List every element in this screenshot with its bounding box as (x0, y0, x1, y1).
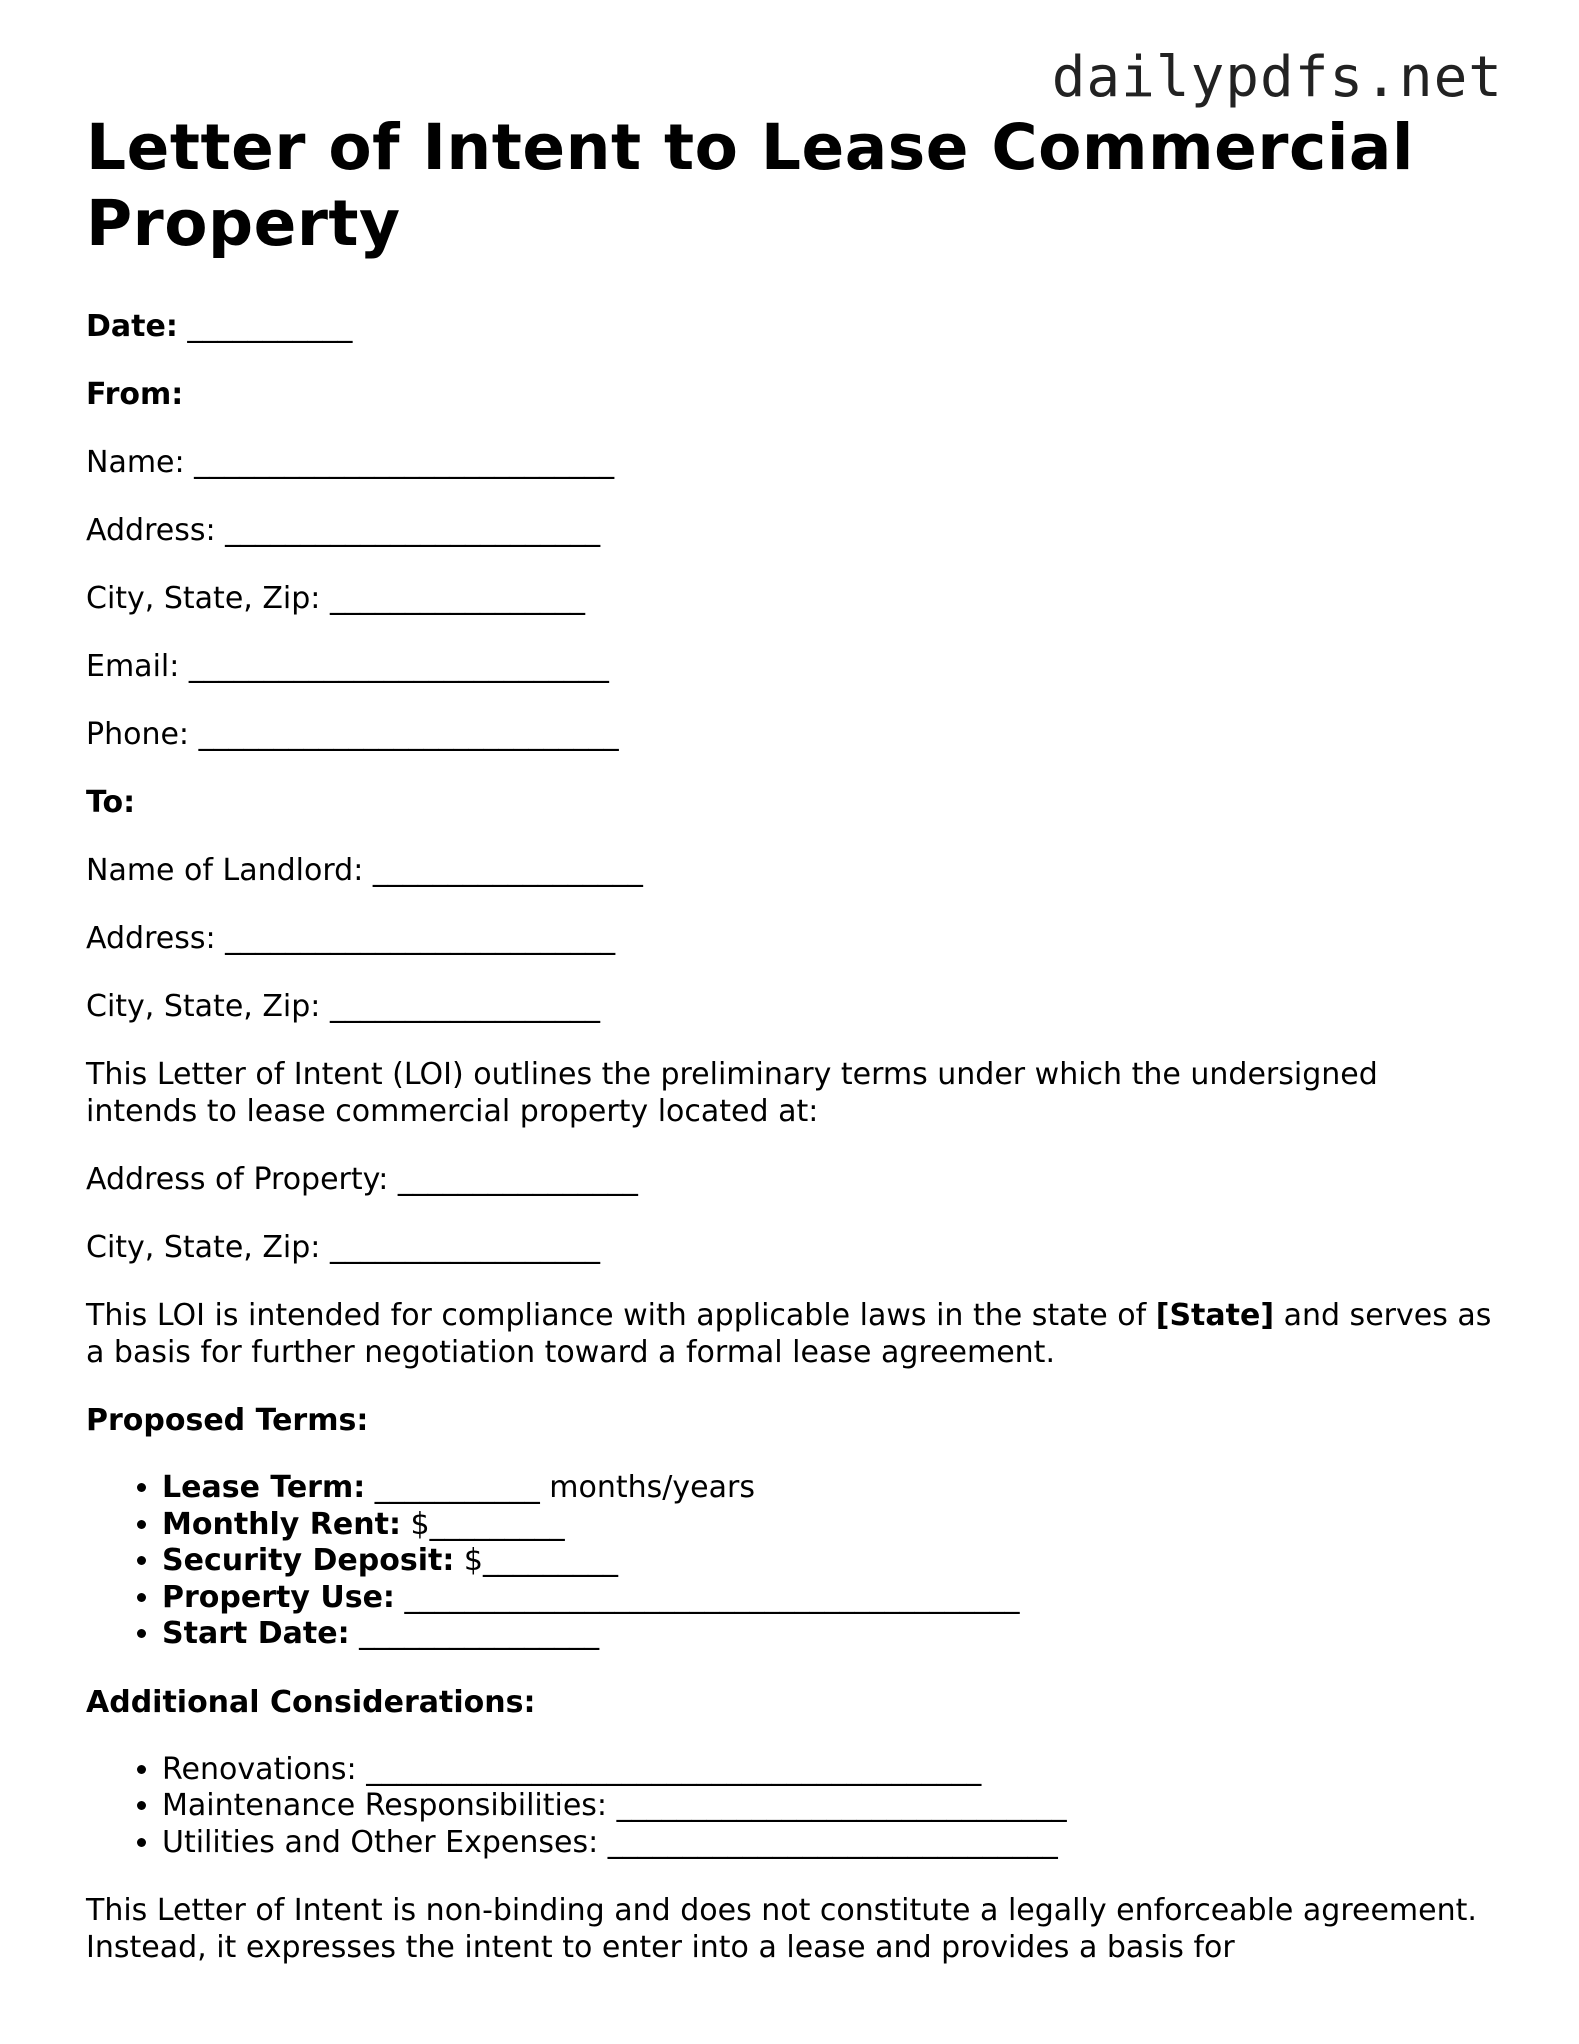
term-value: _________________________________________ (394, 1579, 1020, 1615)
property-city-line (86, 1229, 1496, 1266)
term-value: $_________ (400, 1506, 565, 1542)
field-label: City, State, Zip: (86, 1230, 321, 1265)
term-label: Start Date: (162, 1616, 350, 1651)
field-blank: ________________ (397, 1162, 638, 1197)
to-landlord-line (86, 852, 1496, 889)
document-page (86, 110, 1496, 1997)
field-label: Phone: (86, 717, 190, 752)
compliance-text-before: This LOI is intended for compliance with applicable laws in the state of (86, 1298, 1156, 1333)
field-blank: ____________________________ (194, 445, 615, 480)
additional-considerations-heading: Additional Considerations: (86, 1684, 536, 1720)
from-email-line (86, 648, 1496, 685)
compliance-text-after: and serves as a basis for further negotiation toward a formal lease agreement. (86, 1298, 1492, 1370)
field-label: Address of Property: (86, 1162, 389, 1197)
state-placeholder: [State] (1155, 1298, 1275, 1333)
field-blank: ____________________________ (188, 649, 609, 684)
proposed-terms-heading: Proposed Terms: (86, 1403, 369, 1438)
field-blank: __________________ (372, 853, 643, 888)
proposed-terms-list (86, 1470, 1496, 1653)
from-address-line (86, 512, 1496, 549)
from-heading: From: (86, 377, 184, 412)
term-value: ___________ months/years (365, 1470, 755, 1505)
from-name-line (86, 444, 1496, 481)
property-address-line (86, 1161, 1496, 1198)
document-title: Letter of Intent to Lease Commercial Property (86, 111, 1415, 260)
term-label: Security Deposit: (162, 1543, 455, 1578)
field-label: City, State, Zip: (86, 581, 321, 616)
field-blank: _________________________ (225, 513, 601, 548)
list-item (162, 1580, 1496, 1617)
date-blank: ___________ (187, 309, 353, 344)
watermark: dailypdfs.net (1051, 45, 1503, 110)
to-address-line (86, 920, 1496, 957)
list-item (162, 1507, 1496, 1544)
list-item: • Renovations: _________________________________________ (162, 1752, 1496, 1789)
date-label: Date: (86, 309, 178, 344)
term-label: Monthly Rent: (162, 1506, 401, 1542)
from-phone-line (86, 716, 1496, 753)
field-label: Name of Landlord: (86, 853, 364, 888)
field-label: City, State, Zip: (86, 989, 321, 1024)
field-blank: __________________ (329, 1230, 600, 1265)
list-item (162, 1470, 1496, 1507)
from-city-line (86, 580, 1496, 617)
field-label: Address: (86, 513, 216, 548)
field-label: Address: (86, 921, 216, 956)
field-blank: __________________________ (225, 921, 616, 956)
date-line (86, 308, 1496, 345)
compliance-paragraph (86, 1297, 1496, 1371)
list-item (162, 1616, 1496, 1653)
closing-paragraph: This Letter of Intent is non-binding and does not constitute a legally enforceable agreement. Instead, it expresses the intent to enter into a lease and provides a basis for (86, 1893, 1477, 1965)
term-value: $_________ (454, 1543, 618, 1578)
field-label: Email: (86, 649, 180, 684)
list-item (162, 1543, 1496, 1580)
field-blank: __________________ (329, 989, 600, 1024)
term-label: Lease Term: (162, 1470, 366, 1505)
intro-paragraph: This Letter of Intent (LOI) outlines the preliminary terms under which the undersigned intends to lease commercial property located at: (86, 1057, 1378, 1129)
to-city-line (86, 988, 1496, 1025)
term-value: ________________ (349, 1616, 600, 1651)
list-item: • Maintenance Responsibilities: ______________________________ (162, 1788, 1496, 1825)
additional-considerations-list (86, 1752, 1496, 1862)
field-blank: _________________ (329, 581, 585, 616)
field-blank: ____________________________ (198, 717, 619, 752)
term-label: Property Use: (162, 1579, 395, 1615)
field-label: Name: (86, 445, 185, 480)
to-heading: To: (86, 785, 136, 820)
list-item: • Utilities and Other Expenses: ______________________________ (162, 1825, 1496, 1862)
